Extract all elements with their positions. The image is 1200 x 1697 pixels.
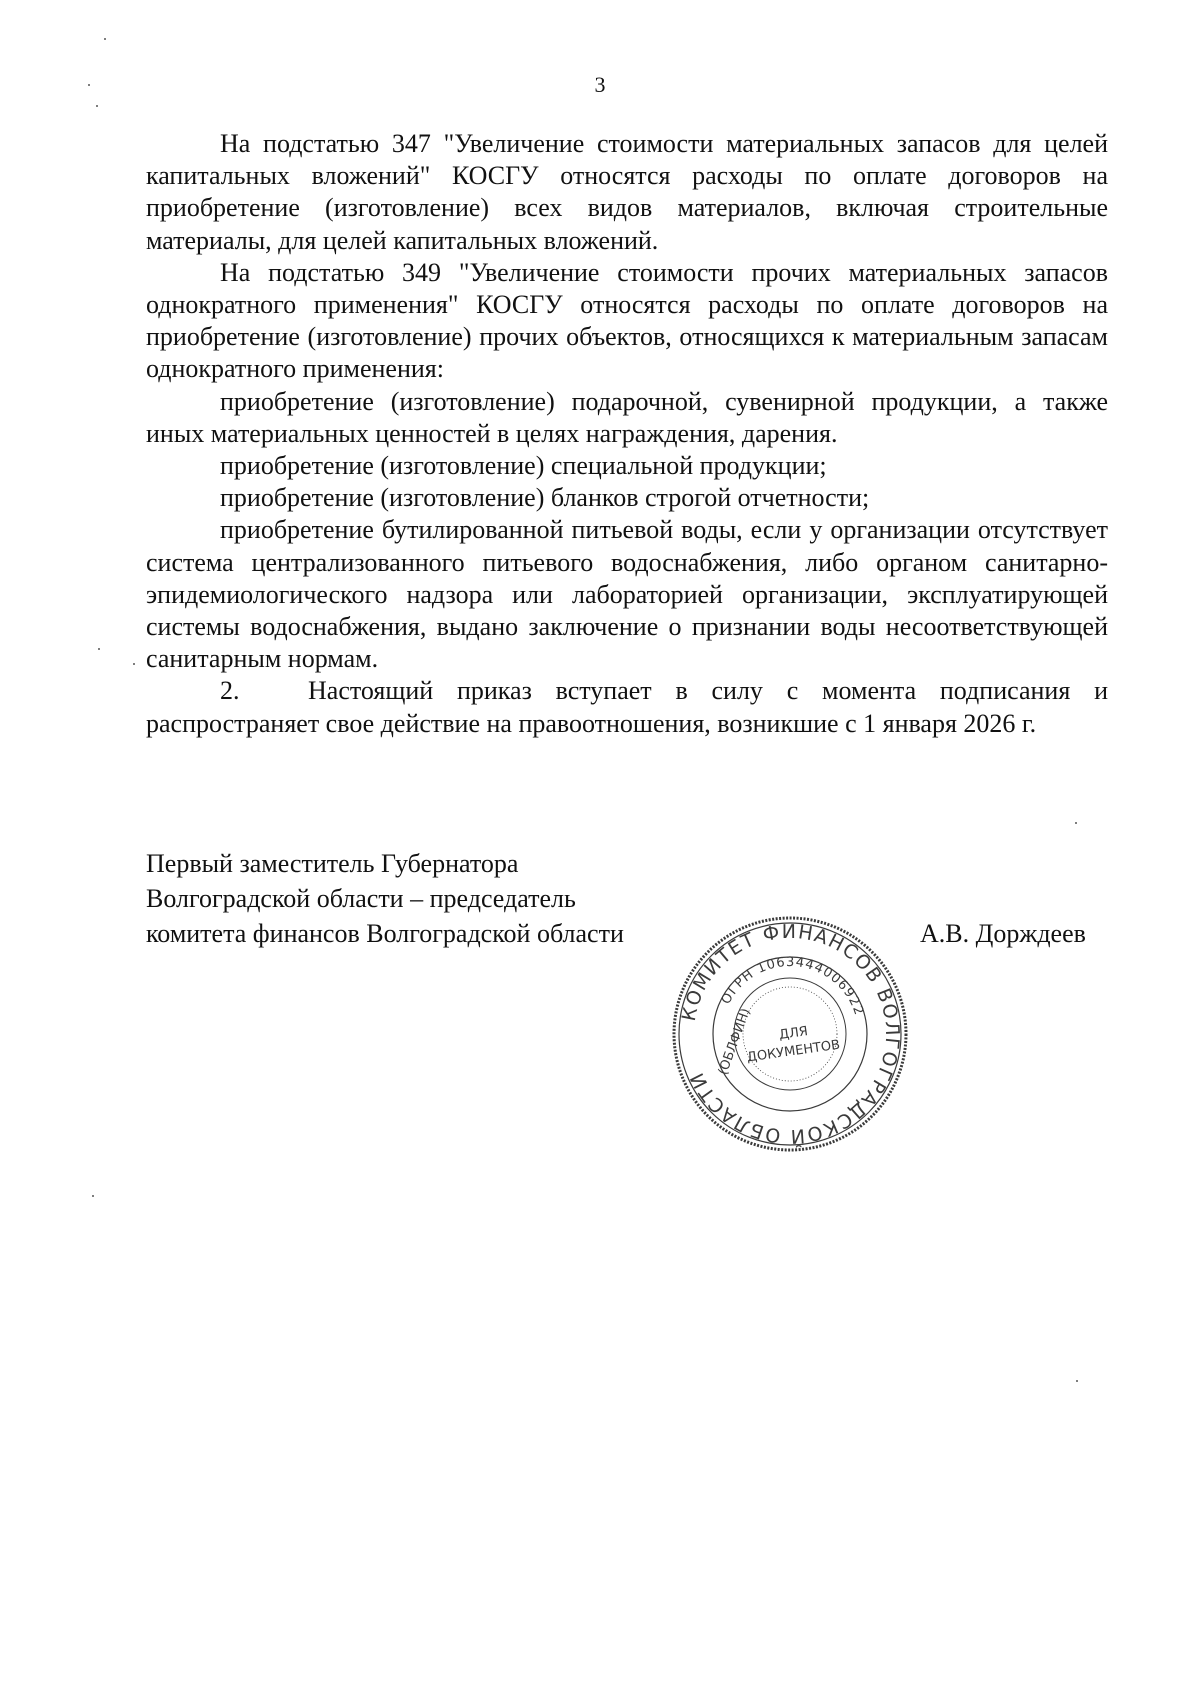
signer-name: А.В. Дорждеев [920,919,1086,948]
official-stamp [666,915,914,1153]
list-item-bottled-water: приобретение бутилированной питьевой воды, если у организации отсутствует система централизованного питьевого водоснабжения, либо органом санитарно-эпидемиологического надзора или лабораторией организации, эксплуатирующей системы водоснабжения, выдано заключение о признании воды несоответствующей санитарным нормам. [146,515,1108,674]
scan-speck [92,1195,94,1197]
scan-speck [96,105,98,107]
paragraph-347: На подстатью 347 "Увеличение стоимости материальных запасов для целей капитальных вложений" КОСГУ относятся расходы по оплате договоров на приобретение (изготовление) всех видов материалов, включая строительные материалы, для целей капитальных вложений. [146,129,1108,255]
list-item-gifts: приобретение (изготовление) подарочной, сувенирной продукции, а также иных материальных ценностей в целях награждения, дарения. [146,386,1108,448]
stamp-ogrn: ОГРН 1063444006922 [718,954,867,1018]
signature-title-line-3: комитета финансов Волгоградской области [146,919,624,948]
scan-speck [104,38,106,40]
signature-title [146,846,624,951]
signature-title-line-2: Волгоградской области – председатель [146,884,576,913]
scan-speck [133,663,135,665]
item-2-continuation: распространяет свое действие на правоотношения, возникшие с 1 января 2026 г. [146,708,1037,738]
list-item-strict-forms: приобретение (изготовление) бланков строгой отчетности; [220,483,870,513]
stamp-center-line-1: ДЛЯ [778,1024,809,1043]
page-number: 3 [594,72,606,97]
paragraph-349: На подстатью 349 "Увеличение стоимости прочих материальных запасов однократного применения" КОСГУ относятся расходы по оплате договоров на приобретение (изготовление) прочих объектов, относящихся к материальным запасам однократного применения: [146,257,1108,384]
scan-speck [1076,1380,1078,1382]
stamp-abbreviation: (ОБЛФИН) [715,1006,754,1078]
signature-title-line-1: Первый заместитель Губернатора [146,849,519,878]
item-2-text: Настоящий приказ вступает в силу с момента подписания и [308,676,1108,706]
item-2 [146,675,1108,707]
stamp-center-line-2: ДОКУМЕНТОВ [746,1037,842,1066]
scan-speck [88,84,90,86]
stamp-outer-text: КОМИТЕТ ФИНАНСОВ ВОЛГОГРАДСКОЙ ОБЛАСТИ [677,920,904,1148]
list-item-special-products: приобретение (изготовление) специальной продукции; [220,451,827,481]
scan-speck [98,648,100,650]
document-body [146,128,1108,740]
scan-speck [1075,822,1077,824]
item-2-number: 2. [220,676,240,706]
